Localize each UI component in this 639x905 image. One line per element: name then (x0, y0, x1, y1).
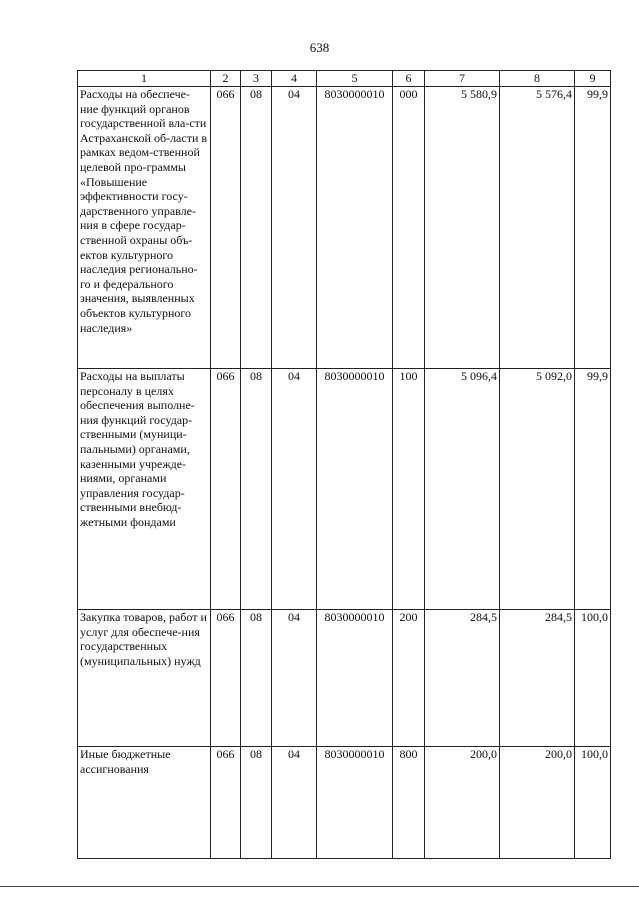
section-code: 08 (241, 747, 272, 859)
section-code: 08 (241, 87, 272, 369)
planned-amount: 5 096,4 (425, 369, 500, 610)
table-row (78, 610, 611, 747)
section-code: 08 (241, 369, 272, 610)
table-header-row (78, 71, 611, 87)
subsection-code: 04 (272, 369, 317, 610)
expense-type-code: 200 (393, 610, 425, 747)
planned-amount: 284,5 (425, 610, 500, 747)
ministry-code: 066 (211, 747, 241, 859)
executed-amount: 284,5 (500, 610, 575, 747)
row-description: Расходы на выплаты персоналу в целях обеспечения выполне-ния функций государ-ственными (муници-пальными) органами, казенными учрежде-ниями, органами управления государ-ственными внебюд-жетными фондами (78, 369, 211, 610)
expense-type-code: 100 (393, 369, 425, 610)
execution-percent: 100,0 (575, 610, 611, 747)
expense-type-code: 800 (393, 747, 425, 859)
target-article-code: 8030000010 (317, 369, 393, 610)
column-header: 9 (575, 71, 611, 87)
execution-percent: 99,9 (575, 369, 611, 610)
ministry-code: 066 (211, 87, 241, 369)
executed-amount: 5 576,4 (500, 87, 575, 369)
table-row (78, 747, 611, 859)
planned-amount: 200,0 (425, 747, 500, 859)
column-header: 3 (241, 71, 272, 87)
column-header: 7 (425, 71, 500, 87)
column-header: 4 (272, 71, 317, 87)
execution-percent: 100,0 (575, 747, 611, 859)
section-code: 08 (241, 610, 272, 747)
column-header: 2 (211, 71, 241, 87)
table-row (78, 369, 611, 610)
target-article-code: 8030000010 (317, 87, 393, 369)
subsection-code: 04 (272, 747, 317, 859)
ministry-code: 066 (211, 369, 241, 610)
table-row (78, 87, 611, 369)
executed-amount: 200,0 (500, 747, 575, 859)
row-description: Иные бюджетные ассигнования (78, 747, 211, 859)
budget-table (77, 70, 611, 859)
subsection-code: 04 (272, 610, 317, 747)
column-header: 8 (500, 71, 575, 87)
execution-percent: 99,9 (575, 87, 611, 369)
row-description: Расходы на обеспече-ние функций органов государственной вла-сти Астраханской об-ласти в рамках ведом-ственной целевой про-граммы «Повышение эффективности госу-дарственного управле-ния в сфере государ-ственной охраны объ-ектов культурного наследия регионально-го и федерального значения, выявленных объектов культурного наследия» (78, 87, 211, 369)
column-header: 6 (393, 71, 425, 87)
planned-amount: 5 580,9 (425, 87, 500, 369)
ministry-code: 066 (211, 610, 241, 747)
target-article-code: 8030000010 (317, 747, 393, 859)
column-header: 5 (317, 71, 393, 87)
expense-type-code: 000 (393, 87, 425, 369)
column-header: 1 (78, 71, 211, 87)
executed-amount: 5 092,0 (500, 369, 575, 610)
subsection-code: 04 (272, 87, 317, 369)
target-article-code: 8030000010 (317, 610, 393, 747)
page-bottom-rule (0, 886, 639, 887)
page-number: 638 (309, 40, 330, 55)
row-description: Закупка товаров, работ и услуг для обеспече-ния государственных (муниципальных) нужд (78, 610, 211, 747)
